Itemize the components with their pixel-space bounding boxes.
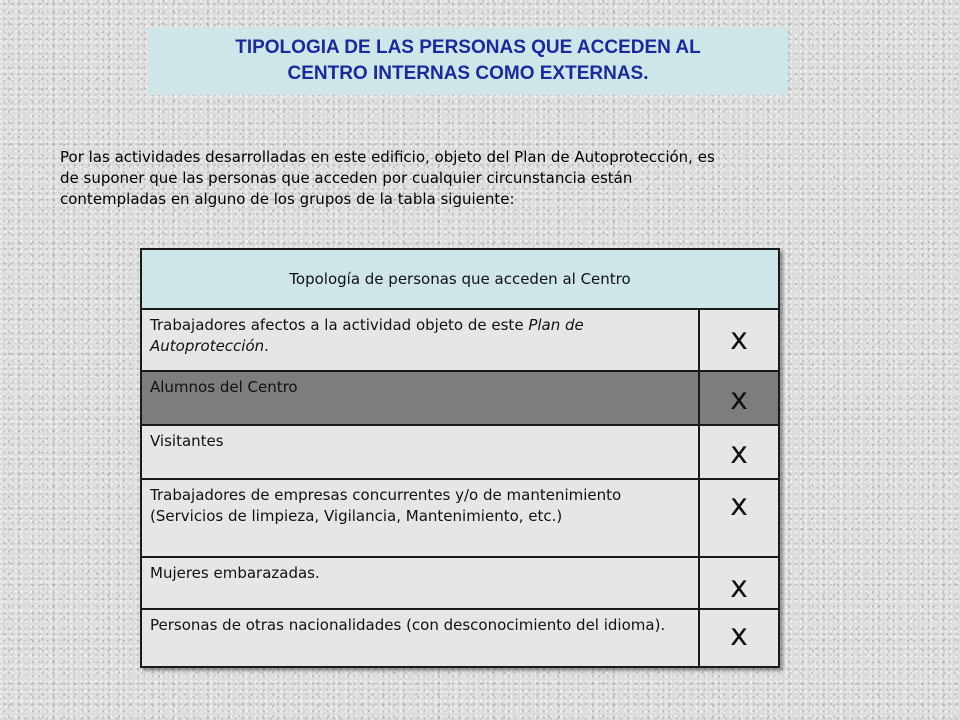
title-line-1: TIPOLOGIA DE LAS PERSONAS QUE ACCEDEN AL (235, 37, 701, 58)
table-row (142, 558, 778, 610)
row-description (142, 480, 700, 556)
table-row (142, 610, 778, 666)
table-header (142, 250, 778, 310)
row-text-after: . (264, 337, 269, 355)
row-text-italic: Plan de Autoprotección (150, 316, 584, 355)
row-mark: x (730, 570, 748, 605)
row-text: Mujeres embarazadas. (150, 564, 320, 582)
row-mark: x (730, 382, 748, 417)
row-text: Personas de otras nacionalidades (con desconocimiento del idioma). (150, 616, 666, 634)
table-row (142, 480, 778, 558)
row-description (142, 372, 700, 424)
row-description (142, 558, 700, 608)
row-description (142, 426, 700, 478)
table-row (142, 310, 778, 372)
row-text: Alumnos del Centro (150, 378, 298, 396)
intro-paragraph (60, 147, 910, 210)
page-title (148, 27, 788, 95)
row-mark: x (730, 488, 748, 523)
row-mark: x (730, 436, 748, 471)
row-mark: x (730, 618, 748, 653)
table-header-label: Topología de personas que acceden al Centro (289, 270, 631, 288)
row-description (142, 610, 700, 666)
title-line-2: CENTRO INTERNAS COMO EXTERNAS. (287, 63, 649, 84)
intro-line-3: contempladas en alguno de los grupos de la tabla siguiente: (60, 190, 515, 208)
row-text: Visitantes (150, 432, 224, 450)
table-row (142, 426, 778, 480)
intro-line-2: de suponer que las personas que acceden por cualquier circunstancia están (60, 169, 633, 187)
intro-line-1: Por las actividades desarrolladas en este edificio, objeto del Plan de Autoprotección, es (60, 148, 715, 166)
table-row (142, 372, 778, 426)
persons-table (140, 248, 780, 668)
row-text: Trabajadores de empresas concurrentes y/o de mantenimiento (Servicios de limpieza, Vigilancia, Mantenimiento, etc.) (150, 486, 622, 525)
row-description (142, 310, 700, 370)
row-text: Trabajadores afectos a la actividad objeto de este (150, 316, 529, 334)
row-mark: x (730, 322, 748, 357)
